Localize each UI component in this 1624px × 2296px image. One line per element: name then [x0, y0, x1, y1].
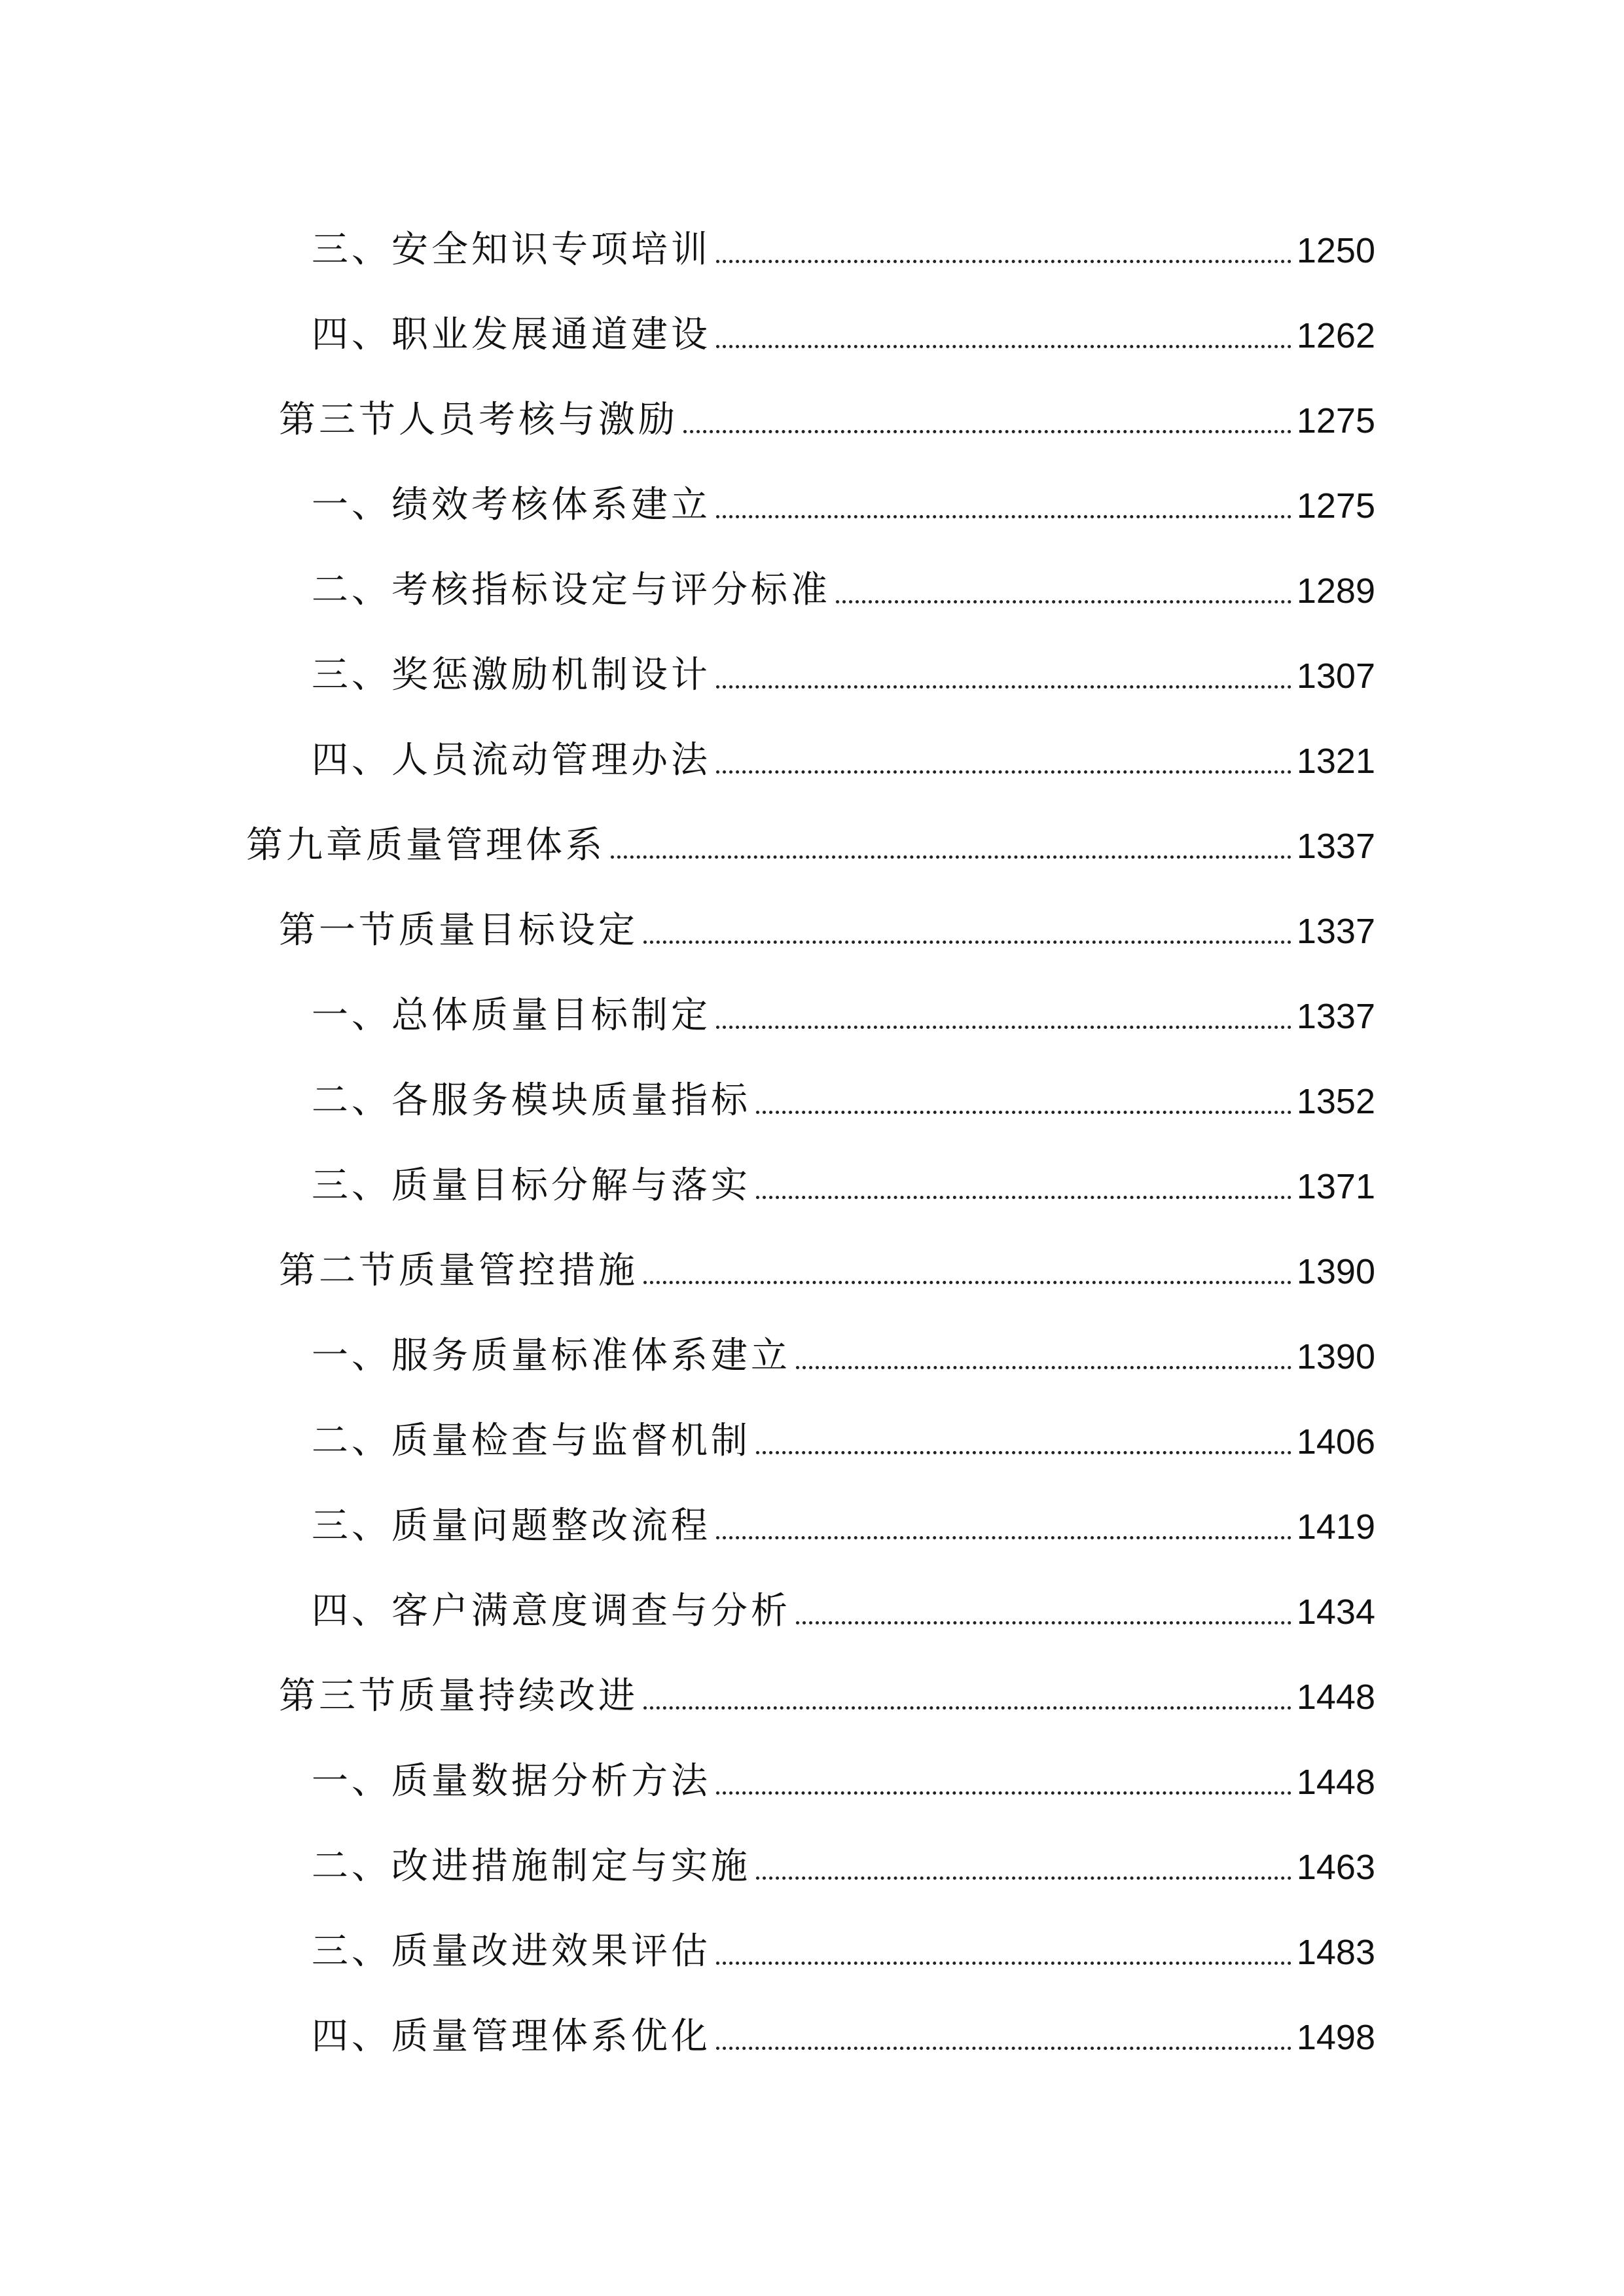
toc-leader-dots: [643, 1706, 1291, 1710]
toc-entry-title: 一、质量数据分析方法: [312, 1760, 711, 1803]
toc-entry-title: 一、服务质量标准体系建立: [312, 1335, 791, 1377]
toc-entry-title: 四、职业发展通道建设: [312, 314, 711, 356]
toc-entry-page: 1434: [1296, 1592, 1375, 1632]
toc-leader-dots: [611, 855, 1291, 859]
toc-entry-page: 1250: [1296, 231, 1375, 270]
toc-entry[interactable]: [312, 550, 1375, 609]
toc-entry[interactable]: [279, 380, 1375, 439]
toc-entry-page: 1275: [1296, 401, 1375, 440]
toc-entry-page: 1448: [1296, 1677, 1375, 1717]
toc-leader-dots: [716, 345, 1291, 348]
toc-entry[interactable]: [312, 1486, 1375, 1545]
toc-leader-dots: [683, 430, 1291, 433]
toc-entry-title: 三、安全知识专项培训: [312, 228, 711, 271]
toc-entry-title: 三、质量目标分解与落实: [312, 1164, 751, 1207]
toc-entry-title: 二、考核指标设定与评分标准: [312, 569, 831, 611]
toc-entry-title: 一、总体质量目标制定: [312, 994, 711, 1037]
toc-leader-dots: [796, 1621, 1291, 1624]
toc-leader-dots: [836, 600, 1291, 603]
toc-leader-dots: [756, 1451, 1291, 1454]
toc-entry-page: 1337: [1296, 997, 1375, 1036]
toc-entry[interactable]: [312, 975, 1375, 1037]
toc-leader-dots: [756, 1196, 1291, 1199]
toc-entry-title: 第一节质量目标设定: [279, 909, 638, 952]
toc-leader-dots: [716, 2047, 1291, 2050]
toc-entry-page: 1262: [1296, 316, 1375, 355]
toc-entry[interactable]: [312, 635, 1375, 694]
toc-entry-title: 四、客户满意度调查与分析: [312, 1590, 791, 1632]
toc-entry-page: 1419: [1296, 1507, 1375, 1547]
toc-entry[interactable]: [312, 1401, 1375, 1460]
toc-leader-dots: [716, 1026, 1291, 1029]
toc-entry-page: 1337: [1296, 912, 1375, 951]
toc-entry-page: 1337: [1296, 827, 1375, 866]
toc-entry-title: 四、质量管理体系优化: [312, 2015, 711, 2058]
toc-leader-dots: [643, 1281, 1291, 1284]
toc-entry[interactable]: [246, 805, 1375, 867]
toc-entry-title: 四、人员流动管理办法: [312, 739, 711, 781]
toc-leader-dots: [716, 260, 1291, 263]
toc-entry[interactable]: [312, 1060, 1375, 1122]
toc-entry[interactable]: [312, 1826, 1375, 1888]
toc-entry-title: 三、质量问题整改流程: [312, 1505, 711, 1547]
toc-entry-title: 第九章质量管理体系: [246, 824, 605, 867]
toc-entry[interactable]: [312, 1145, 1375, 1207]
toc-entry-title: 二、质量检查与监督机制: [312, 1420, 751, 1462]
toc-leader-dots: [796, 1366, 1291, 1369]
toc-entry-title: 二、各服务模块质量指标: [312, 1079, 751, 1122]
toc-leader-dots: [716, 1962, 1291, 1965]
toc-entry-title: 第三节质量持续改进: [279, 1675, 638, 1717]
toc-leader-dots: [643, 941, 1291, 944]
toc-entry[interactable]: [312, 1571, 1375, 1630]
toc-entry[interactable]: [279, 1656, 1375, 1715]
toc-entry-title: 第二节质量管控措施: [279, 1249, 638, 1292]
toc-entry[interactable]: [312, 1996, 1375, 2058]
toc-entry-page: 1390: [1296, 1337, 1375, 1376]
toc-entry-page: 1390: [1296, 1252, 1375, 1291]
toc-leader-dots: [716, 1791, 1291, 1795]
toc-entry-title: 二、改进措施制定与实施: [312, 1845, 751, 1888]
toc-leader-dots: [716, 685, 1291, 689]
toc-entry[interactable]: [312, 720, 1375, 779]
toc-entry-title: 第三节人员考核与激励: [279, 399, 678, 441]
toc-entry-page: 1289: [1296, 571, 1375, 611]
toc-entry[interactable]: [279, 890, 1375, 952]
toc-entry-page: 1275: [1296, 486, 1375, 526]
toc-entry[interactable]: [312, 1741, 1375, 1803]
toc-leader-dots: [716, 770, 1291, 774]
toc-entry-page: 1371: [1296, 1167, 1375, 1206]
toc-entry-title: 三、奖惩激励机制设计: [312, 654, 711, 696]
toc-leader-dots: [716, 515, 1291, 518]
toc-entry-title: 三、质量改进效果评估: [312, 1930, 711, 1973]
toc-entry-page: 1463: [1296, 1848, 1375, 1887]
toc-entry-page: 1498: [1296, 2018, 1375, 2057]
toc-entry[interactable]: [312, 465, 1375, 524]
toc-entry-page: 1406: [1296, 1422, 1375, 1462]
toc-entry-title: 一、绩效考核体系建立: [312, 484, 711, 526]
toc-entry-page: 1307: [1296, 656, 1375, 696]
toc-leader-dots: [756, 1876, 1291, 1880]
toc-entry-page: 1448: [1296, 1763, 1375, 1802]
toc-entry-page: 1321: [1296, 742, 1375, 781]
toc-leader-dots: [756, 1111, 1291, 1114]
toc-leader-dots: [716, 1536, 1291, 1539]
toc-entry-page: 1352: [1296, 1082, 1375, 1121]
toc-entry[interactable]: [312, 1316, 1375, 1377]
toc-entry[interactable]: [312, 209, 1375, 271]
toc-entry[interactable]: [312, 295, 1375, 356]
toc-entry[interactable]: [312, 1911, 1375, 1973]
toc-entry[interactable]: [279, 1230, 1375, 1292]
toc-entry-page: 1483: [1296, 1933, 1375, 1972]
